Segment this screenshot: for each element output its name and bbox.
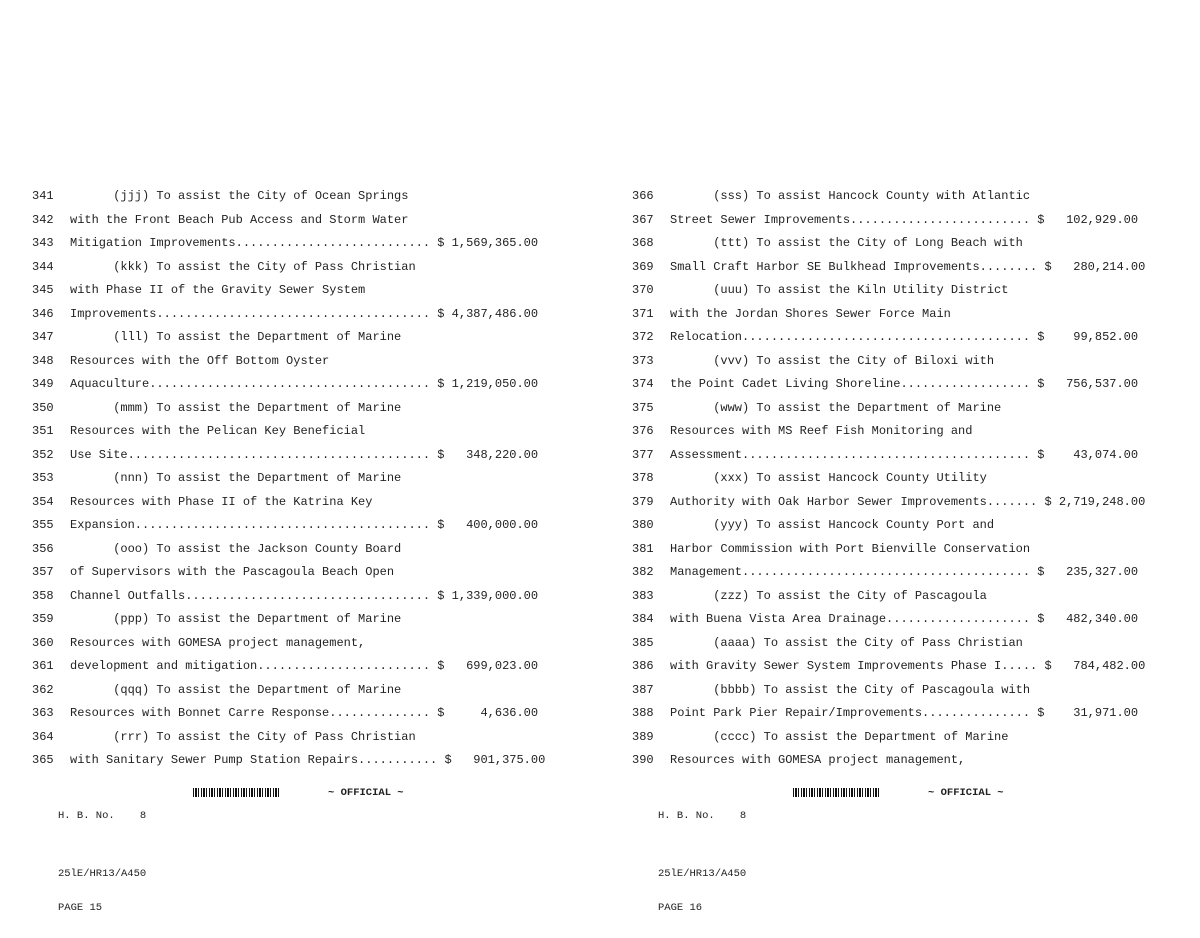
line-text: (qqq) To assist the Department of Marine xyxy=(70,682,402,697)
line-number: 383 xyxy=(632,588,654,603)
text-line xyxy=(32,726,592,750)
line-number: 353 xyxy=(32,471,54,485)
page-number: PAGE 16 xyxy=(658,902,703,914)
text-line xyxy=(632,491,1192,515)
text-line xyxy=(632,538,1192,562)
text-line xyxy=(632,185,1192,209)
text-line xyxy=(632,514,1192,538)
line-number: 355 xyxy=(32,518,54,532)
line-text: (ooo) To assist the Jackson County Board xyxy=(70,541,402,556)
line-number: 373 xyxy=(632,353,654,368)
line-text: (nnn) To assist the Department of Marine xyxy=(70,471,402,485)
text-line xyxy=(632,655,1192,679)
text-line xyxy=(32,702,592,726)
line-number: 389 xyxy=(632,729,654,744)
line-number: 352 xyxy=(32,447,54,462)
line-text: (rrr) To assist the City of Pass Christian xyxy=(70,729,416,744)
line-text: the Point Cadet Living Shoreline.................. $ 756,537.00 xyxy=(670,377,1139,391)
line-number: 368 xyxy=(632,236,654,250)
line-text: (zzz) To assist the City of Pascagoula xyxy=(670,588,987,603)
text-line xyxy=(632,702,1192,726)
line-number: 386 xyxy=(632,659,654,673)
text-line xyxy=(32,209,592,233)
line-number: 341 xyxy=(32,189,54,203)
line-number: 351 xyxy=(32,424,54,438)
document-page-15 xyxy=(32,185,592,914)
line-number: 385 xyxy=(632,635,654,650)
text-line xyxy=(632,444,1192,468)
text-line xyxy=(632,232,1192,256)
official-label: ~ OFFICIAL ~ xyxy=(328,787,404,799)
text-line xyxy=(632,749,1192,773)
text-line xyxy=(32,561,592,585)
line-text: (bbbb) To assist the City of Pascagoula with xyxy=(670,682,1031,697)
line-text: (www) To assist the Department of Marine xyxy=(670,400,1002,415)
line-number: 345 xyxy=(32,283,54,297)
line-text: Assessment........................................ $ 43,074.00 xyxy=(670,447,1139,462)
line-number: 369 xyxy=(632,259,654,274)
line-text: with Sanitary Sewer Pump Station Repairs........... $ 901,375.00 xyxy=(70,753,546,767)
document-code: 25lE/HR13/A450 xyxy=(58,867,147,880)
line-text: (aaaa) To assist the City of Pass Christian xyxy=(670,635,1023,650)
text-line xyxy=(32,232,592,256)
text-line xyxy=(32,420,592,444)
text-line xyxy=(632,608,1192,632)
line-number: 384 xyxy=(632,612,654,626)
line-number: 387 xyxy=(632,682,654,697)
document-code: 25lE/HR13/A450 xyxy=(658,867,747,880)
line-number: 346 xyxy=(32,306,54,321)
line-text: Street Sewer Improvements......................... $ 102,929.00 xyxy=(670,212,1139,227)
line-text: (jjj) To assist the City of Ocean Springs xyxy=(70,189,409,203)
line-number: 350 xyxy=(32,400,54,415)
text-line xyxy=(32,350,592,374)
line-text: with Gravity Sewer System Improvements Phase I..... $ 784,482.00 xyxy=(670,659,1146,673)
bill-number: H. B. No. 8 xyxy=(58,810,147,822)
line-number: 357 xyxy=(32,565,54,579)
text-line xyxy=(32,585,592,609)
line-list xyxy=(32,185,592,773)
line-text: (ppp) To assist the Department of Marine xyxy=(70,612,402,626)
text-line xyxy=(632,373,1192,397)
text-line xyxy=(632,279,1192,303)
line-number: 356 xyxy=(32,541,54,556)
text-line xyxy=(32,491,592,515)
text-line xyxy=(32,256,592,280)
text-line xyxy=(632,256,1192,280)
line-number: 370 xyxy=(632,283,654,297)
line-number: 354 xyxy=(32,494,54,509)
line-number: 363 xyxy=(32,706,54,720)
text-line xyxy=(32,397,592,421)
line-text: (uuu) To assist the Kiln Utility District xyxy=(670,283,1009,297)
text-line xyxy=(32,326,592,350)
text-line xyxy=(632,350,1192,374)
line-text: (lll) To assist the Department of Marine xyxy=(70,330,402,344)
line-number: 364 xyxy=(32,729,54,744)
text-line xyxy=(32,467,592,491)
line-text: with the Front Beach Pub Access and Storm Water xyxy=(70,212,409,227)
text-line xyxy=(632,326,1192,350)
line-number: 371 xyxy=(632,306,654,321)
line-number: 377 xyxy=(632,447,654,462)
line-text: Use Site.......................................... $ 348,220.00 xyxy=(70,447,539,462)
text-line xyxy=(32,655,592,679)
line-text: Expansion......................................... $ 400,000.00 xyxy=(70,518,539,532)
line-number: 376 xyxy=(632,424,654,438)
line-text: (mmm) To assist the Department of Marine xyxy=(70,400,402,415)
line-number: 378 xyxy=(632,471,654,485)
line-number: 365 xyxy=(32,753,54,767)
line-text: (cccc) To assist the Department of Marine xyxy=(670,729,1009,744)
text-line xyxy=(632,585,1192,609)
text-line xyxy=(32,279,592,303)
line-text: Relocation........................................ $ 99,852.00 xyxy=(670,330,1139,344)
line-text: (sss) To assist Hancock County with Atlantic xyxy=(670,189,1031,203)
line-number: 379 xyxy=(632,494,654,509)
barcode-icon xyxy=(793,788,879,797)
line-number: 375 xyxy=(632,400,654,415)
text-line xyxy=(632,397,1192,421)
text-line xyxy=(32,185,592,209)
line-number: 347 xyxy=(32,330,54,344)
line-text: Authority with Oak Harbor Sewer Improvements....... $ 2,719,248.00 xyxy=(670,494,1146,509)
line-number: 344 xyxy=(32,259,54,274)
line-number: 342 xyxy=(32,212,54,227)
bill-number: H. B. No. 8 xyxy=(658,810,747,822)
line-number: 388 xyxy=(632,706,654,720)
line-number: 343 xyxy=(32,236,54,250)
line-number: 382 xyxy=(632,565,654,579)
text-line xyxy=(32,679,592,703)
line-text: Resources with MS Reef Fish Monitoring and xyxy=(670,424,973,438)
line-number: 366 xyxy=(632,189,654,203)
line-number: 348 xyxy=(32,353,54,368)
line-text: (kkk) To assist the City of Pass Christian xyxy=(70,259,416,274)
line-number: 381 xyxy=(632,541,654,556)
line-text: Improvements...................................... $ 4,387,486.00 xyxy=(70,306,539,321)
text-line xyxy=(32,373,592,397)
text-line xyxy=(632,561,1192,585)
page-number: PAGE 15 xyxy=(58,902,103,914)
line-text: Small Craft Harbor SE Bulkhead Improvements........ $ 280,214.00 xyxy=(670,259,1146,274)
line-number: 380 xyxy=(632,518,654,532)
line-text: with Buena Vista Area Drainage.................... $ 482,340.00 xyxy=(670,612,1139,626)
line-text: Resources with the Off Bottom Oyster xyxy=(70,353,330,368)
text-line xyxy=(32,608,592,632)
text-line xyxy=(632,726,1192,750)
line-number: 359 xyxy=(32,612,54,626)
line-number: 349 xyxy=(32,377,54,391)
line-text: Resources with the Pelican Key Beneficial xyxy=(70,424,366,438)
line-number: 372 xyxy=(632,330,654,344)
page-footer xyxy=(58,787,404,938)
line-text: Point Park Pier Repair/Improvements............... $ 31,971.00 xyxy=(670,706,1139,720)
text-line xyxy=(632,303,1192,327)
text-line xyxy=(32,514,592,538)
line-text: Resources with GOMESA project management, xyxy=(670,753,966,767)
line-text: (vvv) To assist the City of Biloxi with xyxy=(670,353,995,368)
text-line xyxy=(632,467,1192,491)
line-number: 367 xyxy=(632,212,654,227)
text-line xyxy=(632,420,1192,444)
line-text: Resources with GOMESA project management, xyxy=(70,635,366,650)
text-line xyxy=(632,632,1192,656)
line-text: of Supervisors with the Pascagoula Beach Open xyxy=(70,565,395,579)
line-list xyxy=(632,185,1192,773)
line-text: (ttt) To assist the City of Long Beach with xyxy=(670,236,1023,250)
line-text: Resources with Bonnet Carre Response.............. $ 4,636.00 xyxy=(70,706,539,720)
text-line xyxy=(32,538,592,562)
line-text: with Phase II of the Gravity Sewer System xyxy=(70,283,366,297)
line-text: Aquaculture....................................... $ 1,219,050.00 xyxy=(70,377,539,391)
official-label: ~ OFFICIAL ~ xyxy=(928,787,1004,799)
barcode-icon xyxy=(193,788,279,797)
line-number: 374 xyxy=(632,377,654,391)
text-line xyxy=(632,679,1192,703)
text-line xyxy=(632,209,1192,233)
line-text: Harbor Commission with Port Bienville Conservation xyxy=(670,541,1031,556)
document-page-16 xyxy=(632,185,1192,914)
line-text: (yyy) To assist Hancock County Port and xyxy=(670,518,995,532)
line-number: 390 xyxy=(632,753,654,767)
line-number: 360 xyxy=(32,635,54,650)
line-number: 358 xyxy=(32,588,54,603)
line-text: (xxx) To assist Hancock County Utility xyxy=(670,471,987,485)
text-line xyxy=(32,749,592,773)
line-text: Resources with Phase II of the Katrina Key xyxy=(70,494,373,509)
line-text: with the Jordan Shores Sewer Force Main xyxy=(670,306,951,321)
text-line xyxy=(32,632,592,656)
text-line xyxy=(32,444,592,468)
line-text: Mitigation Improvements........................... $ 1,569,365.00 xyxy=(70,236,539,250)
line-text: Channel Outfalls.................................. $ 1,339,000.00 xyxy=(70,588,539,603)
line-text: development and mitigation........................ $ 699,023.00 xyxy=(70,659,539,673)
line-number: 362 xyxy=(32,682,54,697)
page-footer xyxy=(658,787,1004,938)
line-text: Management........................................ $ 235,327.00 xyxy=(670,565,1139,579)
text-line xyxy=(32,303,592,327)
line-number: 361 xyxy=(32,659,54,673)
